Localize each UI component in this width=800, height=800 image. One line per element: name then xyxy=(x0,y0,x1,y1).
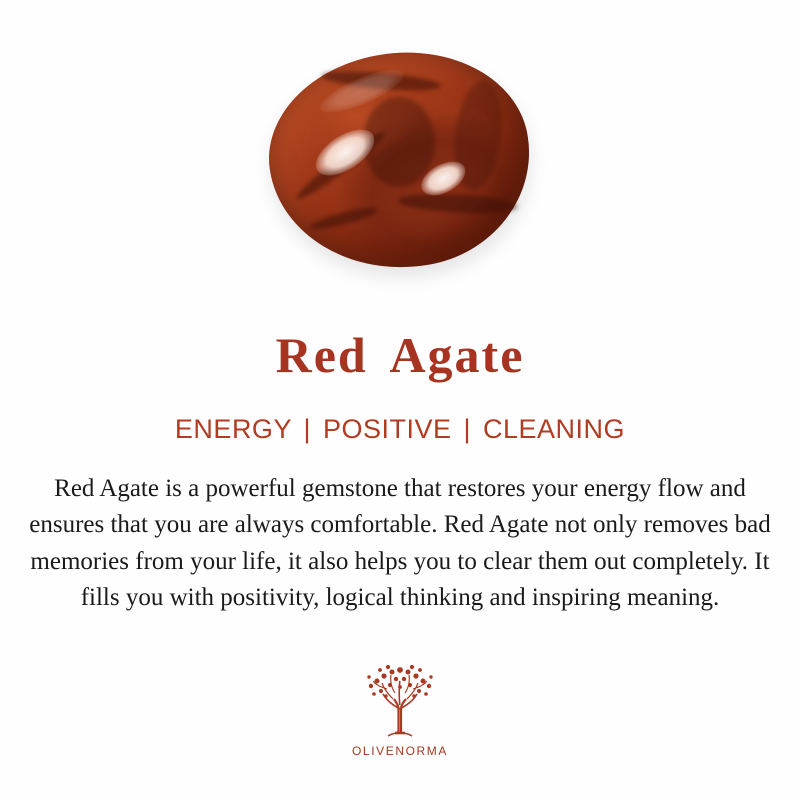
brand-logo xyxy=(352,661,448,758)
product-keywords: ENERGY | POSITIVE | CLEANING xyxy=(174,414,626,444)
page-title: Red Agate xyxy=(275,327,525,383)
brand-name: OLIVENORMA xyxy=(351,744,448,758)
product-description: Red Agate is a powerful gemstone that restores your energy flow and ensures that you are always comfortable. Red Agate not only removes bad memories from your life, it also helps you to clear them out completely. It fills you with positivity, logical thinking and inspiring meaning. xyxy=(29,475,771,611)
tree-of-life-icon xyxy=(357,661,443,742)
red-agate-stone-image xyxy=(255,33,545,286)
stone-image-area xyxy=(0,0,800,320)
